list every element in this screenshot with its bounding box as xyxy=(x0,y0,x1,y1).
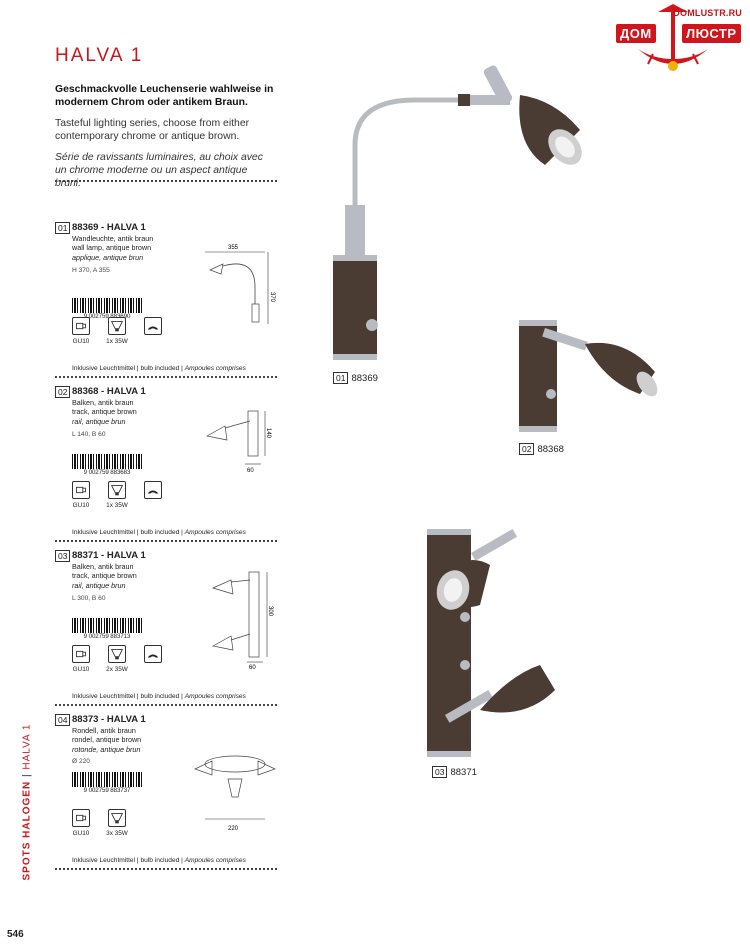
socket-label: GU10 xyxy=(72,830,90,837)
logo-url: DOMLUSTR.RU xyxy=(673,8,742,18)
side-category: SPOTS HALOGEN xyxy=(21,780,33,881)
product-description xyxy=(72,234,153,262)
barcode-bars xyxy=(72,454,142,469)
incl-de: Inklusive Leuchtmittel xyxy=(72,693,136,700)
product-88373 xyxy=(55,714,277,874)
incl-fr: Ampoules comprises xyxy=(184,857,246,864)
photo-label-88371 xyxy=(432,766,477,778)
side-tab xyxy=(12,720,33,890)
barcode-number: 9 002759 883690 xyxy=(72,313,142,320)
product-dimensions: H 370, A 355 xyxy=(72,267,110,274)
product-description xyxy=(72,726,141,754)
product-divider xyxy=(55,540,277,542)
barcode xyxy=(72,454,142,474)
desc-de: Wandleuchte, antik braun xyxy=(72,234,154,243)
product-number: 03 xyxy=(55,550,70,562)
dim-b-label: 370 xyxy=(269,292,275,303)
incl-en: bulb included xyxy=(140,365,180,372)
product-88369 xyxy=(55,222,277,372)
logo-word-left: ДОМ xyxy=(616,24,656,43)
barcode-number: 9 002759 883683 xyxy=(72,469,142,476)
desc-fr: rail, antique brun xyxy=(72,580,126,590)
bulb-label: 3x 35W xyxy=(106,830,128,837)
product-heading: 88373 - HALVA 1 xyxy=(72,714,146,725)
desc-de: Balken, antik braun xyxy=(72,398,134,407)
intro-divider xyxy=(55,180,277,182)
barcode xyxy=(72,618,142,638)
track-2-drawing xyxy=(205,570,283,670)
gu10-socket-icon xyxy=(72,809,90,827)
dimmable-icon xyxy=(144,645,162,663)
incl-en: bulb included xyxy=(140,529,180,536)
desc-en: rondel, antique brown xyxy=(72,735,142,745)
barcode-bars xyxy=(72,298,142,313)
intro-fr: Série de ravissants luminaires, au choix avec un chrome moderne ou un aspect antique bruni. xyxy=(55,152,263,189)
photo-label-code: 88371 xyxy=(450,766,477,778)
gu10-socket-icon xyxy=(72,481,90,499)
incl-fr: Ampoules comprises xyxy=(184,693,246,700)
product-dimensions: L 300, B 60 xyxy=(72,595,106,602)
photo-label-num: 01 xyxy=(333,372,348,384)
bulb-label: 1x 35W xyxy=(106,502,128,509)
photo-label-code: 88368 xyxy=(537,443,564,455)
photo-label-num: 02 xyxy=(519,443,534,455)
barcode-bars xyxy=(72,772,142,787)
wall-lamp-drawing xyxy=(195,242,280,352)
product-heading: 88368 - HALVA 1 xyxy=(72,386,146,397)
bulb-included-line: Inklusive Leuchtmittel | bulb included | Ampoules comprises xyxy=(72,365,246,372)
intro-de: Geschmackvolle Leuchenserie wahlweise in modernem Chrom oder antikem Braun. xyxy=(55,84,274,108)
product-88368 xyxy=(55,386,277,536)
side-tab-text xyxy=(22,711,33,881)
product-number: 02 xyxy=(55,386,70,398)
bulb-included-line: Inklusive Leuchtmittel | bulb included | Ampoules comprises xyxy=(72,693,246,700)
bulb-included-line: Inklusive Leuchtmittel | bulb included | Ampoules comprises xyxy=(72,529,246,536)
product-divider xyxy=(55,376,277,378)
bulb-included-line: Inklusive Leuchtmittel | bulb included | Ampoules comprises xyxy=(72,857,246,864)
product-number: 04 xyxy=(55,714,70,726)
product-heading: 88369 - HALVA 1 xyxy=(72,222,146,233)
product-dimensions: L 140, B 60 xyxy=(72,431,106,438)
brand-logo xyxy=(598,4,748,74)
photo-label-88368 xyxy=(519,443,564,455)
dim-b-label: 60 xyxy=(249,665,256,670)
dim-a-label: 220 xyxy=(228,826,239,832)
product-divider xyxy=(55,704,277,706)
page-number: 546 xyxy=(7,929,24,940)
bulb-label: 2x 35W xyxy=(106,666,128,673)
product-number: 01 xyxy=(55,222,70,234)
incl-de: Inklusive Leuchtmittel xyxy=(72,365,136,372)
photo-88368 xyxy=(515,312,665,442)
halogen-bulb-icon xyxy=(108,809,126,827)
dim-a-label: 140 xyxy=(265,428,271,439)
product-description xyxy=(72,398,137,426)
product-description xyxy=(72,562,137,590)
desc-en: wall lamp, antique brown xyxy=(72,243,152,253)
side-separator: | xyxy=(21,773,33,778)
barcode-bars xyxy=(72,618,142,633)
incl-de: Inklusive Leuchtmittel xyxy=(72,529,136,536)
incl-fr: Ampoules comprises xyxy=(184,365,246,372)
socket-label: GU10 xyxy=(72,502,90,509)
incl-en: bulb included xyxy=(140,693,180,700)
socket-label: GU10 xyxy=(72,666,90,673)
barcode xyxy=(72,772,142,792)
desc-fr: rail, antique brun xyxy=(72,416,126,426)
bulb-label: 1x 35W xyxy=(106,338,128,345)
photo-label-code: 88369 xyxy=(351,372,378,384)
desc-fr: applique, antique brun xyxy=(72,252,144,262)
desc-fr: rotonde, antique brun xyxy=(72,744,141,754)
product-divider xyxy=(55,868,277,870)
barcode-number: 9 002759 883737 xyxy=(72,787,142,794)
track-1-drawing xyxy=(195,406,280,481)
incl-en: bulb included xyxy=(140,857,180,864)
dim-a-label: 300 xyxy=(267,606,273,617)
desc-de: Balken, antik braun xyxy=(72,562,134,571)
incl-fr: Ampoules comprises xyxy=(184,529,246,536)
barcode xyxy=(72,298,142,318)
desc-en: track, antique brown xyxy=(72,571,137,581)
photo-label-88369 xyxy=(333,372,378,384)
rondel-drawing xyxy=(190,739,280,839)
gu10-socket-icon xyxy=(72,317,90,335)
barcode-number: 9 002759 883713 xyxy=(72,633,142,640)
socket-label: GU10 xyxy=(72,338,90,345)
desc-de: Rondell, antik braun xyxy=(72,726,136,735)
dim-b-label: 60 xyxy=(247,468,254,474)
photo-label-num: 03 xyxy=(432,766,447,778)
dimmable-icon xyxy=(144,481,162,499)
product-heading: 88371 - HALVA 1 xyxy=(72,550,146,561)
dim-a-label: 355 xyxy=(228,245,239,251)
intro-en: Tasteful lighting series, choose from either contemporary chrome or antique brown. xyxy=(55,118,250,142)
desc-en: track, antique brown xyxy=(72,407,137,417)
gu10-socket-icon xyxy=(72,645,90,663)
incl-de: Inklusive Leuchtmittel xyxy=(72,857,136,864)
product-dimensions: Ø 220 xyxy=(72,758,90,765)
dimmable-icon xyxy=(144,317,162,335)
halogen-bulb-icon xyxy=(108,317,126,335)
logo-word-right: ЛЮСТР xyxy=(682,24,741,43)
halogen-bulb-icon xyxy=(108,481,126,499)
series-title: HALVA 1 xyxy=(55,45,144,66)
side-series: HALVA 1 xyxy=(21,723,33,770)
photo-88371 xyxy=(415,525,575,765)
halogen-bulb-icon xyxy=(108,645,126,663)
product-88371 xyxy=(55,550,277,700)
